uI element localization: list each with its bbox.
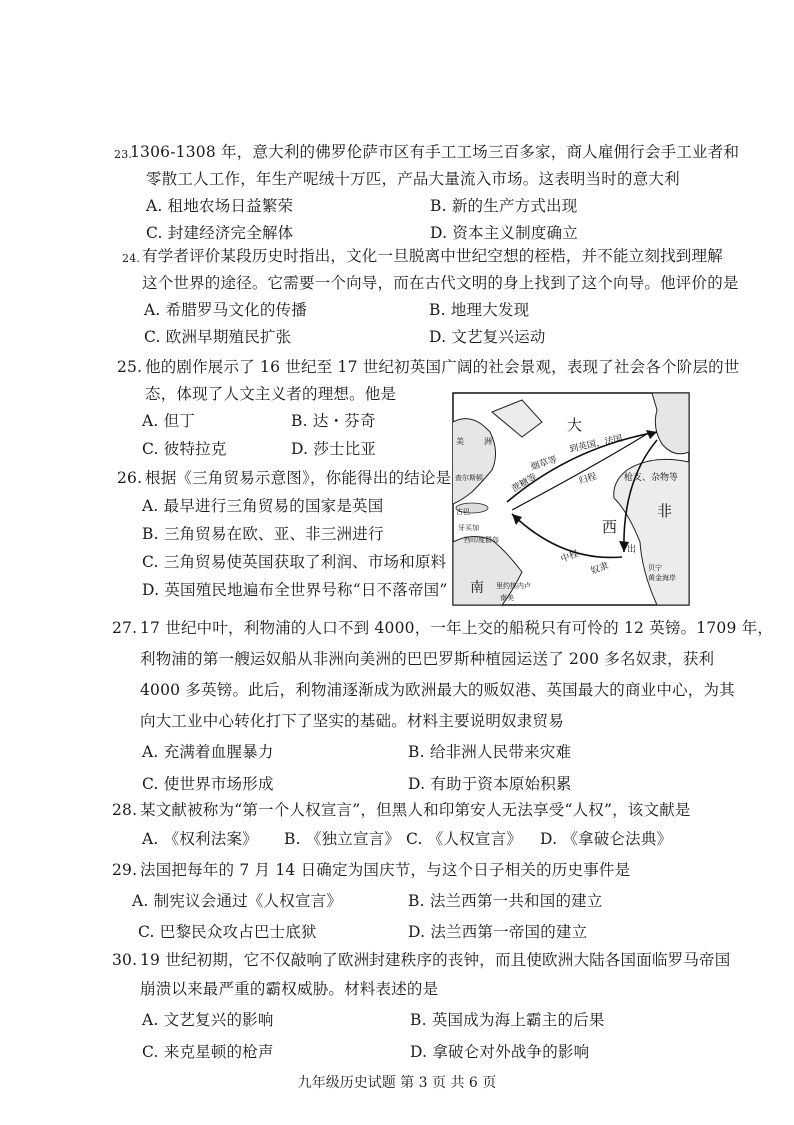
- map-label: 到英国、法国: [568, 433, 624, 455]
- option-c[interactable]: C. 封建经济完全解体: [146, 224, 294, 242]
- stem-line: 向大工业中心转化打下了坚实的基础。材料主要说明奴隶贸易: [140, 712, 564, 730]
- map-label: 枪支、杂物等: [624, 473, 679, 483]
- stem-line: 崩溃以来最严重的霸权威胁。材料表述的是: [140, 980, 439, 998]
- stem-line: 零散工人工作，年生产呢绒十万匹，产品大量流入市场。这表明当时的意大利: [146, 170, 680, 188]
- option-c[interactable]: C. 来克星顿的枪声: [142, 1043, 274, 1061]
- option-a[interactable]: A. 租地农场日益繁荣: [146, 197, 294, 215]
- option-d[interactable]: D. 英国殖民地遍布全世界号称“日不落帝国”: [142, 581, 448, 599]
- option-d[interactable]: D. 莎士比亚: [291, 440, 377, 458]
- map-label: 出: [627, 545, 637, 555]
- option-d[interactable]: D. 资本主义制度确立: [430, 224, 578, 242]
- stem-line: 根据《三角贸易示意图》，你能得出的结论是: [145, 469, 452, 487]
- option-d[interactable]: D. 有助于资本原始积累: [408, 775, 572, 793]
- option-d[interactable]: D. 文艺复兴运动: [429, 328, 546, 346]
- map-label: 西: [602, 518, 618, 536]
- map-label: 非: [657, 502, 673, 520]
- question-number: 27.: [112, 619, 138, 637]
- option-a[interactable]: A. 希腊罗马文化的传播: [144, 301, 307, 319]
- question-number: 25.: [117, 358, 143, 376]
- option-c[interactable]: C. 欧洲早期殖民扩张: [144, 328, 292, 346]
- option-b[interactable]: B. 地理大发现: [429, 301, 530, 319]
- option-c[interactable]: C. 巴黎民众攻占巴士底狱: [138, 923, 317, 941]
- question-number: 26.: [117, 469, 143, 487]
- stem-line: 4000 多英镑。此后，利物浦逐渐成为欧洲最大的贩奴港、英国最大的商业中心，为其: [140, 681, 735, 699]
- map-label: 洲: [484, 437, 492, 446]
- map-figure: [452, 392, 690, 606]
- question-number: 24.: [122, 252, 141, 265]
- map-label: 美: [456, 437, 464, 446]
- map-label: 西印度群岛: [464, 536, 499, 544]
- stem-line: 法国把每年的 7 月 14 日确定为国庆节，与这个日子相关的历史事件是: [140, 861, 631, 879]
- option-c[interactable]: C. 《人权宣言》: [406, 830, 522, 848]
- option-a[interactable]: A. 但丁: [142, 412, 196, 430]
- option-b[interactable]: B. 达・芬奇: [291, 412, 376, 430]
- question-number: 23.: [114, 148, 133, 161]
- map-label: 归程: [577, 471, 599, 487]
- map-label: 烟草等: [529, 454, 559, 473]
- option-b[interactable]: B. 新的生产方式出现: [430, 197, 578, 215]
- map-label: 大: [567, 416, 583, 434]
- option-b[interactable]: B. 给非洲人民带来灾难: [408, 743, 572, 761]
- option-b[interactable]: B. 英国成为海上霸主的后果: [410, 1011, 605, 1029]
- stem-line: 有学者评价某段历史时指出，文化一旦脱离中世纪空想的桎梏，并不能立刻找到理解: [142, 247, 723, 265]
- option-b[interactable]: B. 法兰西第一共和国的建立: [408, 892, 603, 910]
- option-c[interactable]: C. 使世界市场形成: [142, 775, 274, 793]
- map-label: 查尔斯顿: [455, 474, 483, 482]
- option-b[interactable]: B. 《独立宣言》: [284, 830, 401, 848]
- question-number: 30.: [112, 951, 138, 969]
- option-a[interactable]: A. 《权利法案》: [142, 830, 258, 848]
- map-label: 里约热内卢: [496, 582, 531, 590]
- question-number: 29.: [112, 861, 138, 879]
- option-a[interactable]: A. 最早进行三角贸易的国家是英国: [142, 497, 384, 515]
- option-b[interactable]: B. 三角贸易在欧、亚、非三洲进行: [142, 525, 384, 543]
- stem-line: 19 世纪初期，它不仅敲响了欧洲封建秩序的丧钟，而且使欧洲大陆各国面临罗马帝国: [140, 951, 731, 969]
- stem-line: 17 世纪中叶，利物浦的人口不到 4000，一年上交的船税只有可怜的 12 英镑。1709 年，: [140, 619, 774, 637]
- map-label: 黄金海岸: [648, 574, 676, 582]
- option-d[interactable]: D. 《拿破仑法典》: [540, 830, 673, 848]
- stem-line: 态，体现了人文主义者的理想。他是: [145, 385, 397, 403]
- map-label: 南美: [500, 594, 514, 602]
- stem-line: 某文献被称为“第一个人权宣言”，但黑人和印第安人无法享受“人权”，该文献是: [140, 801, 691, 819]
- stem-line: 利物浦的第一艘运奴船从非洲向美洲的巴巴罗斯种植园运送了 200 多名奴隶，获利: [140, 650, 715, 668]
- map-label: 南: [470, 580, 484, 596]
- map-label: 贝宁: [648, 564, 662, 572]
- stem-line: 这个世界的途径。它需要一个向导，而在古代文明的身上找到了这个向导。他评价的是: [142, 274, 739, 292]
- option-c[interactable]: C. 彼特拉克: [142, 440, 227, 458]
- stem-line: 他的剧作展示了 16 世纪至 17 世纪初英国广阔的社会景观，表现了社会各个阶层的世: [145, 358, 740, 376]
- map-label: 奴隶: [589, 561, 610, 577]
- map-label: 古巴: [456, 508, 470, 516]
- option-d[interactable]: D. 法兰西第一帝国的建立: [408, 923, 588, 941]
- map-label: 中程: [559, 549, 580, 565]
- stem-line: 1306-1308 年，意大利的佛罗伦萨市区有手工工场三百多家，商人雇佣行会手工业者和: [130, 143, 740, 161]
- map-label: 牙买加: [458, 524, 479, 532]
- page-footer: 九年级历史试题 第 3 页 共 6 页: [297, 1075, 497, 1091]
- triangular-trade-map: [452, 392, 690, 606]
- question-number: 28.: [112, 801, 138, 819]
- map-label: 蔗糖等: [510, 472, 539, 495]
- option-a[interactable]: A. 充满着血腥暴力: [142, 743, 274, 761]
- option-a[interactable]: A. 文艺复兴的影响: [142, 1011, 274, 1029]
- option-d[interactable]: D. 拿破仑对外战争的影响: [410, 1043, 590, 1061]
- option-c[interactable]: C. 三角贸易使英国获取了利润、市场和原料: [142, 553, 447, 571]
- option-a[interactable]: A. 制宪议会通过《人权宣言》: [132, 892, 343, 910]
